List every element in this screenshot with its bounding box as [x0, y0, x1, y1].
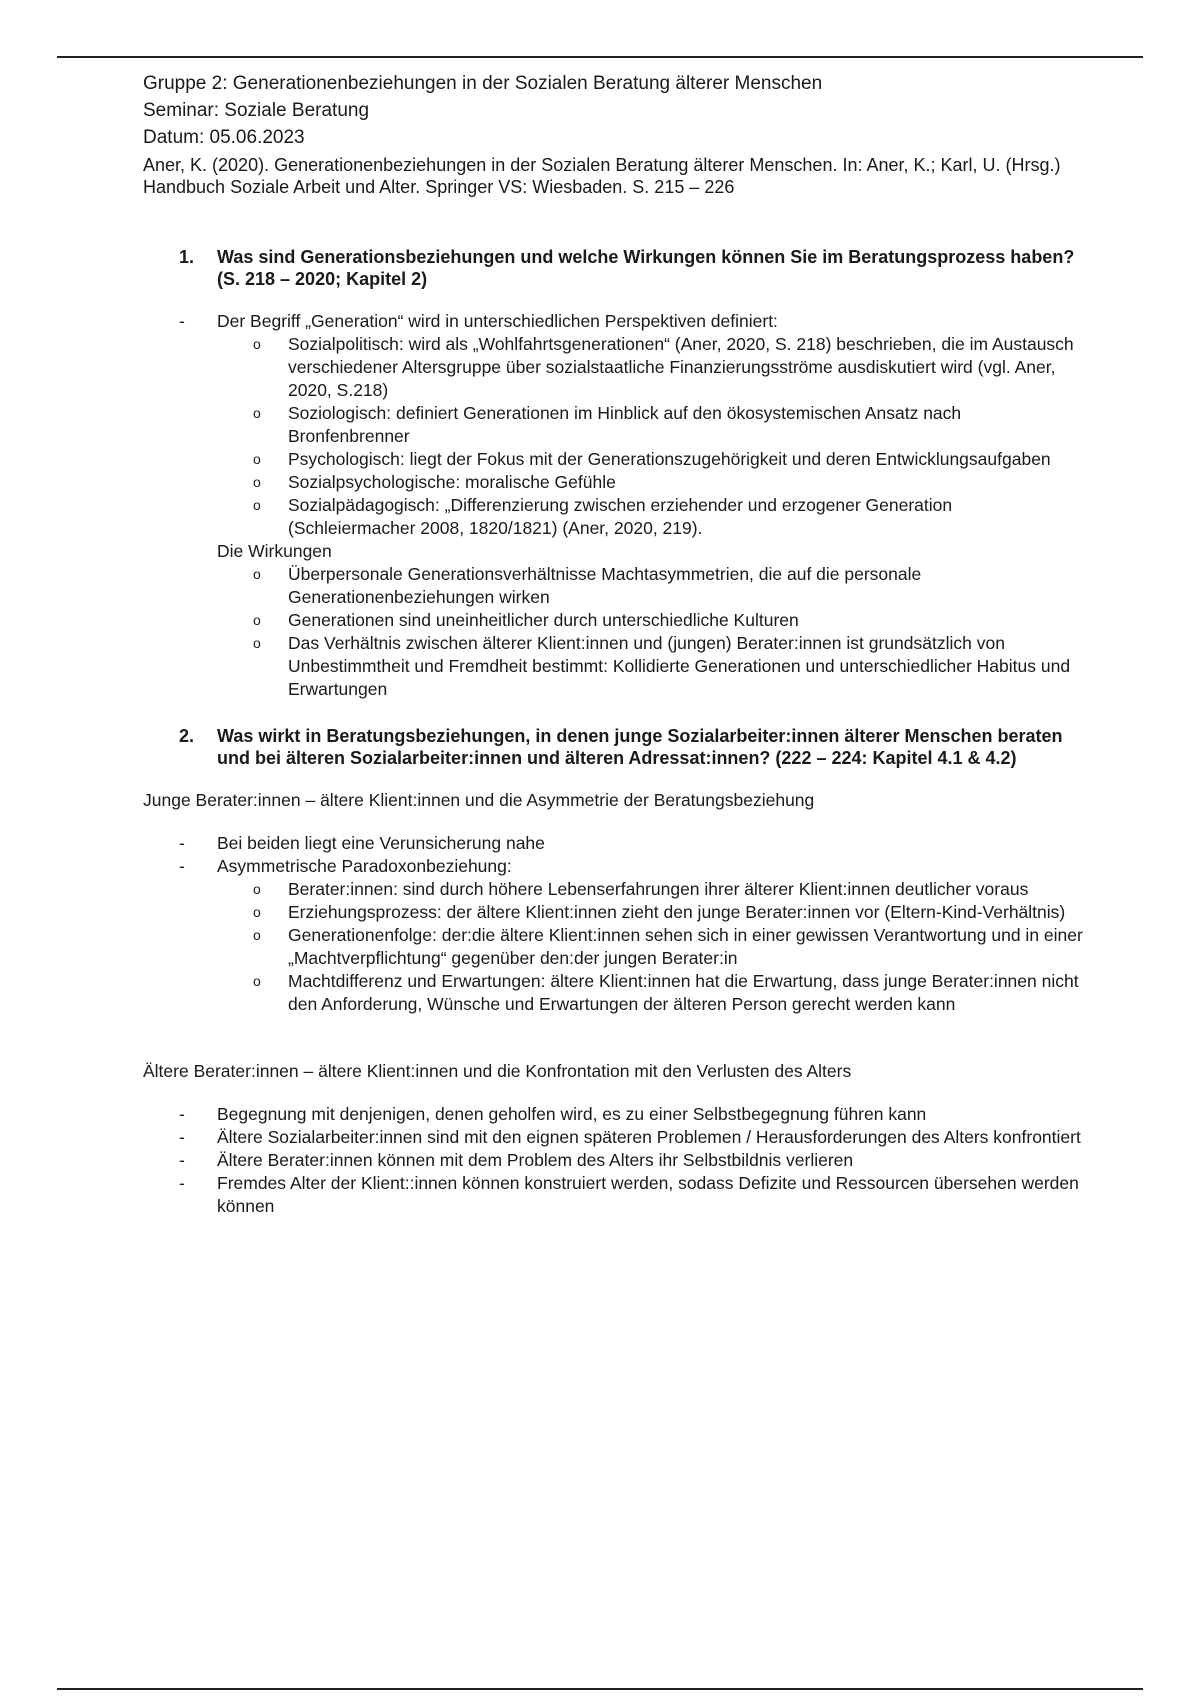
- bottom-rule: [57, 1688, 1143, 1690]
- circle-bullet: o: [253, 336, 261, 352]
- question-1: [143, 246, 1083, 290]
- sub-list-item: o Berater:innen: sind durch höhere Lebenserfahrungen ihrer älterer Klient:innen deutlicher voraus: [253, 879, 1029, 899]
- question-text: Was wirkt in Beratungsbeziehungen, in denen junge Sozialarbeiter:innen älterer Menschen beraten und bei älteren Sozialarbeiter:innen und älteren Adressat:innen? (222 – 224: Kapitel 4.1 & 4.2): [217, 726, 1063, 768]
- list-item: - Der Begriff „Generation“ wird in unterschiedlichen Perspektiven definiert:: [179, 311, 778, 331]
- date-line: Datum: 05.06.2023: [143, 127, 305, 148]
- document-body: [143, 70, 1083, 1218]
- sub-list-item: o Erziehungsprozess: der ältere Klient:innen zieht den junge Berater:innen vor (Eltern-Kind-Verhältnis): [253, 902, 1066, 922]
- effects-label: Die Wirkungen: [217, 541, 332, 561]
- sub-list-item: o Überpersonale Generationsverhältnisse Machtasymmetrien, die auf die personale Generationenbeziehungen wirken: [253, 564, 922, 607]
- circle-bullet: o: [253, 904, 261, 920]
- circle-bullet: o: [253, 451, 261, 467]
- list-item: - Begegnung mit denjenigen, denen geholfen wird, es zu einer Selbstbegegnung führen kann: [179, 1104, 927, 1124]
- list-item: - Bei beiden liegt eine Verunsicherung nahe: [179, 833, 545, 853]
- sub-list-item: o Generationen sind uneinheitlicher durch unterschiedliche Kulturen: [253, 610, 799, 630]
- sub-list-item: o Psychologisch: liegt der Fokus mit der Generationszugehörigkeit und deren Entwicklungsaufgaben: [253, 449, 1051, 469]
- top-rule: [57, 56, 1143, 58]
- sub-list-item: o Sozialpädagogisch: „Differenzierung zwischen erziehender und erzogener Generation (Schleiermacher 2008, 1820/1821) (Aner, 2020, 219).: [253, 495, 953, 538]
- question-2: [143, 725, 1083, 769]
- sub-list-item: o Sozialpolitisch: wird als „Wohlfahrtsgenerationen“ (Aner, 2020, S. 218) beschrieben, die im Austausch verschiedener Altersgruppe über sozialstaatliche Finanzierungsströme ausdiskutiert wird (vgl. Aner, 2020, S.218): [253, 334, 1074, 400]
- dash-bullet: -: [179, 1104, 185, 1124]
- section-title: Ältere Berater:innen – ältere Klient:innen und die Konfrontation mit den Verlusten des Alters: [143, 1061, 852, 1081]
- circle-bullet: o: [253, 566, 261, 582]
- sub-list-item: o Machtdifferenz und Erwartungen: ältere Klient:innen hat die Erwartung, dass junge Berater:innen nicht den Anforderung, Wünsche und Erwartungen der älteren Person gerecht werden kann: [253, 971, 1079, 1014]
- dash-bullet: -: [179, 833, 185, 853]
- circle-bullet: o: [253, 612, 261, 628]
- question-text: Was sind Generationsbeziehungen und welche Wirkungen können Sie im Beratungsprozess haben? (S. 218 – 2020; Kapitel 2): [217, 247, 1075, 289]
- circle-bullet: o: [253, 881, 261, 897]
- circle-bullet: o: [253, 927, 261, 943]
- sub-list-item: o Soziologisch: definiert Generationen im Hinblick auf den ökosystemischen Ansatz nach Bronfenbrenner: [253, 403, 962, 446]
- dash-bullet: -: [179, 1173, 185, 1193]
- circle-bullet: o: [253, 635, 261, 651]
- seminar-line: Seminar: Soziale Beratung: [143, 100, 370, 121]
- section-title: Junge Berater:innen – ältere Klient:innen und die Asymmetrie der Beratungsbeziehung: [143, 790, 815, 810]
- circle-bullet: o: [253, 474, 261, 490]
- dash-bullet: -: [179, 1127, 185, 1147]
- dash-bullet: -: [179, 311, 185, 331]
- question-number: 1.: [179, 247, 195, 267]
- sub-list-item: o Generationenfolge: der:die ältere Klient:innen sehen sich in einer gewissen Verantwortung und in einer „Machtverpflichtung“ gegenüber den:der jungen Berater:in: [253, 925, 1083, 968]
- citation: Aner, K. (2020). Generationenbeziehungen in der Sozialen Beratung älterer Menschen. In: Aner, K.; Karl, U. (Hrsg.) Handbuch Soziale Arbeit und Alter. Springer VS: Wiesbaden. S. 215 – 226: [143, 155, 1061, 197]
- circle-bullet: o: [253, 405, 261, 421]
- list-item: - Fremdes Alter der Klient::innen können konstruiert werden, sodass Defizite und Ressourcen übersehen werden können: [179, 1173, 1079, 1216]
- list-item: - Ältere Sozialarbeiter:innen sind mit den eignen späteren Problemen / Herausforderungen des Alters konfrontiert: [179, 1127, 1081, 1147]
- dash-bullet: -: [179, 856, 185, 876]
- dash-bullet: -: [179, 1150, 185, 1170]
- circle-bullet: o: [253, 497, 261, 513]
- sub-list-item: o Das Verhältnis zwischen älterer Klient:innen und (jungen) Berater:innen ist grundsätzlich von Unbestimmtheit und Fremdheit bestimmt: Kollidierte Generationen und unterschiedlicher Habitus und Erwartungen: [253, 633, 1071, 699]
- list-item: - Ältere Berater:innen können mit dem Problem des Alters ihr Selbstbildnis verlieren: [179, 1150, 854, 1170]
- group-title: Gruppe 2: Generationenbeziehungen in der Sozialen Beratung älterer Menschen: [143, 73, 823, 94]
- sub-list-item: o Sozialpsychologische: moralische Gefühle: [253, 472, 616, 492]
- list-item: - Asymmetrische Paradoxonbeziehung:: [179, 856, 512, 876]
- question-number: 2.: [179, 726, 195, 746]
- circle-bullet: o: [253, 973, 261, 989]
